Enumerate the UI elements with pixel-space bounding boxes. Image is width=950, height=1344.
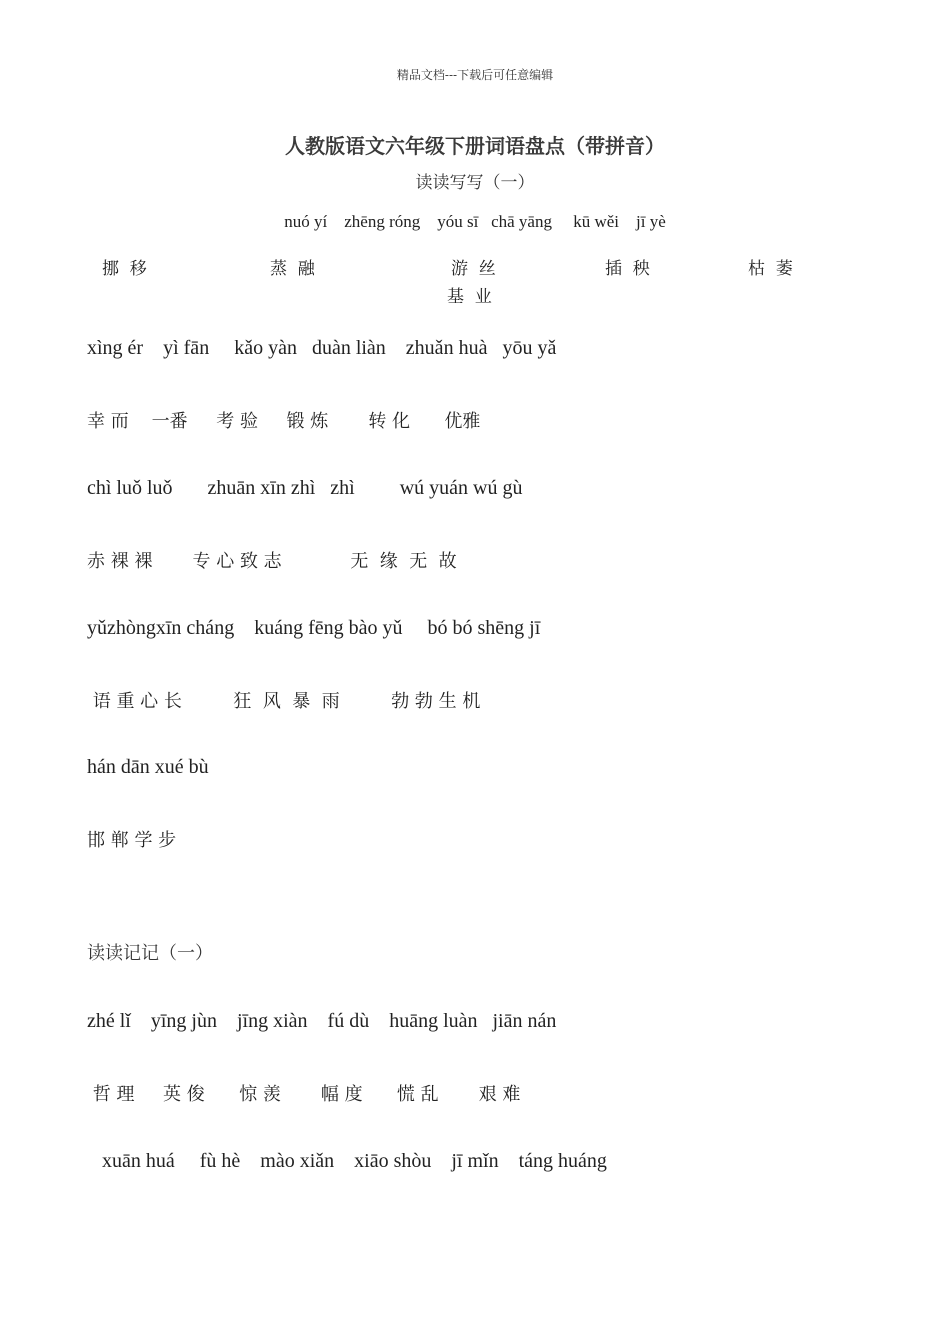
word-line: 语 重 心 长 狂 风 暴 雨 勃 勃 生 机 xyxy=(87,691,481,712)
word-row-top xyxy=(0,254,950,414)
word: 蒸 融 xyxy=(270,259,315,279)
pinyin-line: zhé lǐ yīng jùn jīng xiàn fú dù huāng luàn jiān nán xyxy=(87,1010,557,1032)
word: 枯 萎 xyxy=(748,259,793,279)
word-line: 赤 裸 裸 专 心 致 志 无 缘 无 故 xyxy=(87,551,457,572)
section-heading-2: 读读记记（一） xyxy=(87,943,213,964)
pinyin-line: chì luǒ luǒ zhuān xīn zhì zhì wú yuán wú gù xyxy=(87,477,523,499)
page-title: 人教版语文六年级下册词语盘点（带拼音） xyxy=(285,134,665,158)
pinyin-line: xìng ér yì fān kǎo yàn duàn liàn zhuǎn huà yōu yǎ xyxy=(87,337,557,359)
word: 挪 移 xyxy=(102,259,147,279)
section-heading-1: 读读写写（一） xyxy=(415,173,535,193)
word: 基 业 xyxy=(447,287,492,307)
word: 插 秧 xyxy=(605,259,650,279)
pinyin-row-top: nuó yí zhēng róng yóu sī chā yāng kū wěi jī yè xyxy=(284,212,666,231)
pinyin-line: xuān huá fù hè mào xiǎn xiāo shòu jī mǐn táng huáng xyxy=(87,1150,607,1172)
page-header: 精品文档---下载后可任意编辑 xyxy=(396,68,554,82)
pinyin-line: hán dān xué bù xyxy=(87,756,209,778)
word-line: 邯 郸 学 步 xyxy=(87,830,177,851)
word-line: 幸 而 一番 考 验 锻 炼 转 化 优雅 xyxy=(87,411,481,432)
word-line: 哲 理 英 俊 惊 羡 幅 度 慌 乱 艰 难 xyxy=(87,1084,521,1105)
pinyin-line: yǔzhòngxīn cháng kuáng fēng bào yǔ bó bó shēng jī xyxy=(87,617,541,639)
word: 游 丝 xyxy=(451,259,496,279)
